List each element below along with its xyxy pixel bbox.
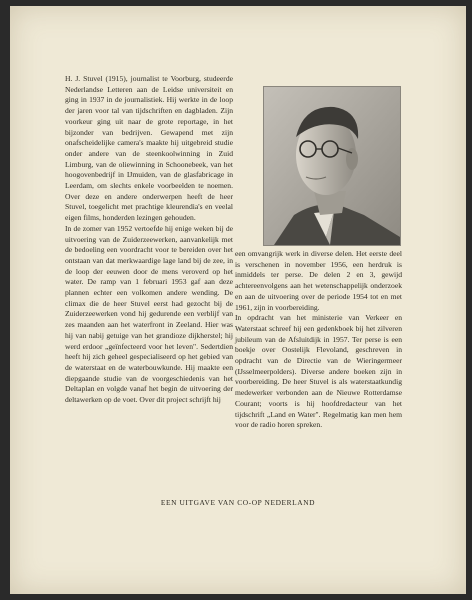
- author-portrait-image: [264, 87, 400, 245]
- biography-paragraph: een omvangrijk werk in diverse delen. Het eerste deel is verschenen in november 1956, een herdruk is inmiddels ter perse. De delen 2 en 3, gewijd achtereenvolgens aan het wetenschappelijk onderzoek en aan de uitvoering over de periode 1954 tot en met 1961, zijn in voorbereiding.: [235, 249, 402, 312]
- author-portrait-photo: [263, 86, 401, 246]
- biography-column-left: [65, 74, 233, 406]
- biography-paragraph: H. J. Stuvel (1915), journalist te Voorburg, studeerde Nederlandse Letteren aan de Leidse universiteit en ging in 1937 in de journalistiek. Hij werkte in de loop der jaren voor tal van tijdschriften en dagbladen. Zijn voorkeur ging uit naar de grote reportage, in het bijzonder van bedrijven. Gewapend met zijn onafscheidelijke camera's maakte hij uitgebreid studie onder andere van de steenkoolwinning in Zuid Limburg, van de oliewinning in Schoonebeek, van het hoogovenbedrijf in IJmuiden, van de glasfabricage in Leerdam, om slechts enkele voorbeelden te noemen. Over deze en andere onderwerpen heeft de heer Stuvel, toegelicht met prachtige kleurendia's en veelal eigen films, honderden lezingen gehouden.: [65, 74, 233, 223]
- publisher-imprint: EEN UITGAVE VAN CO-OP NEDERLAND: [160, 498, 316, 507]
- biography-paragraph: In opdracht van het ministerie van Verkeer en Waterstaat schreef hij een gedenkboek bij het zilveren jubileum van de Afsluitdijk in 1957. Ter perse is een boekje over Oostelijk Flevoland, geschreven in opdracht van de Directie van de Wieringermeer (IJsselmeerpolders). Diverse andere boeken zijn in voorbereiding. De heer Stuvel is als waterstaatkundig medewerker verbonden aan de Nieuwe Rotterdamse Courant; voorts is hij hoofdredacteur van het tijdschrift „Land en Water". Regelmatig kan men hem voor de radio horen spreken.: [235, 313, 402, 430]
- biography-paragraph: In de zomer van 1952 vertoefde hij enige weken bij de uitvoering van de Zuiderzeewerken, aanvankelijk met de bedoeling een voordracht voor te bereiden over het ontstaan van dat merkwaardige lage land bij de zee, in de loop der eeuwen door de mens veroverd op het water. De ramp van 1 februari 1953 gaf aan deze plannen echter een volkomen andere wending. De climax die de heer Stuvel eerst had gezocht bij de Zuiderzeewerken vond hij gedurende een verblijf van zes maanden aan het waterfront in Zeeland. Hier was hij van nabij getuige van het grandioze dijkherstel; hij werd erdoor „geïnfecteerd voor het leven". Sedertdien heeft hij zich geheel gespecialiseerd op het gebied van de waterstaat en de waterbouwkunde. Hij maakte een diepgaande studie van de voorgeschiedenis van het Deltaplan en volgde vanaf het begin de uitvoering der deltawerken op de voet. Over dit project schrijft hij: [65, 223, 233, 405]
- book-page: [10, 6, 466, 594]
- biography-column-right: [235, 249, 402, 431]
